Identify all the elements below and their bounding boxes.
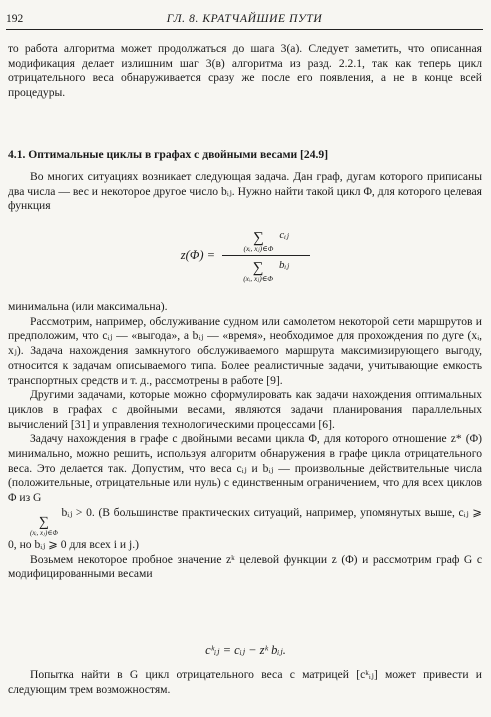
running-header [6, 10, 483, 28]
sum-symbol-denominator: ∑ [252, 260, 264, 276]
numerator-term: cᵢⱼ [279, 229, 289, 241]
fraction-bar [222, 255, 310, 256]
sum-subscript-denominator: (xᵢ, xⱼ)∈Φ [243, 274, 274, 283]
page-number: 192 [6, 13, 24, 25]
paragraph-3: минимальна (или максимальна). [8, 300, 168, 313]
formula-lhs: z(Φ) = [180, 248, 216, 262]
paragraph-6-text: Задачу нахождения в графе с двойными весами цикла Φ, для которого отношение z* (Φ) минимально, можно решить, используя алгоритм обнаружения в графе цикла отрицательного веса. Это делается так. Допустим, что веса cᵢⱼ и bᵢⱼ — произвольные действительные числа (положительные, отрицательные или нуль) с единственным ограничением, что для всех циклов Φ из G [8, 432, 482, 505]
paragraph-7: Возьмем некоторое пробное значение zᵏ целевой функции z (Φ) и рассмотрим граф G с модифицированными весами [8, 552, 482, 581]
sum-symbol-numerator: ∑ [253, 230, 264, 246]
paragraph-2: Во многих ситуациях возникает следующая задача. Дан граф, дугам которого приписаны два числа — вес и некоторое другое число bᵢⱼ. Нужно найти такой цикл Φ, для которого целевая функция [8, 170, 482, 213]
inline-sum [8, 514, 58, 538]
running-title: ГЛ. 8. КРАТЧАЙШИЕ ПУТИ [166, 13, 323, 25]
formula-fraction [222, 228, 310, 283]
paragraph-6 [8, 432, 482, 552]
body-main [8, 300, 482, 582]
section-block [8, 148, 482, 163]
formula-numerator [244, 228, 289, 253]
objective-formula [0, 228, 491, 283]
denominator-term: bᵢⱼ [279, 259, 290, 271]
paragraph-8: Попытка найти в G цикл отрицательного веса с матрицей [cᵏᵢⱼ] может привести и следующим трем возможностям. [8, 668, 482, 696]
inline-sum-subscript: (xᵢ, xⱼ)∈Φ [30, 528, 58, 537]
sum-subscript-numerator: (xᵢ, xⱼ)∈Φ [243, 244, 274, 253]
paragraph-6-tail: bᵢⱼ > 0. (В большинстве практических ситуаций, например, упомянутых выше, cᵢⱼ ⩾ 0, но bᵢⱼ ⩾ 0 для всех i и j.) [8, 505, 482, 551]
closing-block [8, 668, 482, 697]
header-rule [6, 29, 483, 30]
paragraph-5: Другими задачами, которые можно сформулировать как задачи нахождения оптимальных циклов в графах с двойными весами, являются задачи планирования параллельных вычислений [31] и управления технологическими процессами [6]. [8, 388, 482, 431]
inline-sum-symbol: ∑ [38, 514, 49, 530]
intro-block [8, 170, 482, 214]
paragraph-1: то работа алгоритма может продолжаться до шага 3(а). Следует заметить, что описанная модификация делает излишним шаг 3(в) алгоритма из разд. 2.2.1, так как теперь цикл отрицательного веса обнаруживается сразу же после его появления, а не в конце всей процедуры. [8, 42, 482, 100]
section-heading: 4.1. Оптимальные циклы в графах с двойными весами [24.9] [8, 148, 329, 161]
paragraph-4: Рассмотрим, например, обслуживание судном или самолетом некоторой сети маршрутов и предположим, что cᵢⱼ — «выгода», а bᵢⱼ — «время», необходимое для прохождения по дуге (xᵢ, xⱼ). Задача нахождения замкнутого обслуживаемого маршрута максимизирующего выгоду, относится к задачам описываемого типа. Более реалистичные задачи, учитывающие емкость транспортных средств и т. д., рассмотрены в работе [9]. [8, 314, 482, 387]
formula-2-text: cᵏᵢⱼ = cᵢⱼ − zᵏ bᵢⱼ. [205, 643, 286, 657]
paragraph-continuation [8, 42, 482, 101]
formula-denominator [243, 258, 289, 283]
modified-weight-formula [0, 642, 491, 658]
